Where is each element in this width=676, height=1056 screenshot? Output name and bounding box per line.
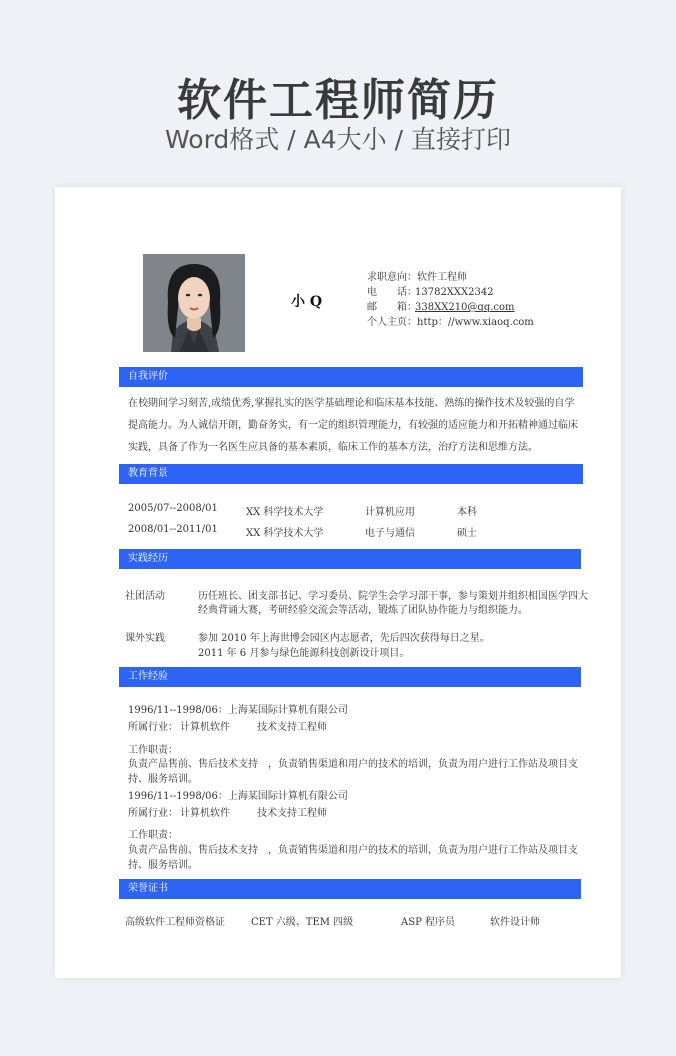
job-duty-label: 工作职责： xyxy=(128,745,178,756)
practice-label: 社团活动 xyxy=(125,591,165,602)
job-industry: 计算机软件 xyxy=(180,722,230,733)
practice-line: 参加 2010 年上海世博会园区内志愿者，先后四次获得每日之星。 xyxy=(198,633,490,644)
candidate-name: 小 Q xyxy=(291,294,323,310)
contact-row-homepage xyxy=(367,315,534,330)
contact-row-phone xyxy=(367,285,534,300)
honor-item: 高级软件工程师资格证 xyxy=(125,917,225,928)
self-evaluation-text: 在校期间学习刻苦,成绩优秀,掌握扎实的医学基础理论和临床基本技能、熟练的操作技术及较强的自学提高能力。为人诚信开朗，勤奋务实，有一定的组织管理能力，有较强的适应能力和开拓精神通过临床实践，具备了作为一名医生应具备的基本素质，临床工作的基本方法，治疗方法和思维方法。 xyxy=(128,398,578,453)
page-subtitle: Word格式 / A4大小 / 直接打印 xyxy=(165,125,511,154)
homepage-link[interactable]: http：//www.xiaoq.com xyxy=(417,317,534,328)
job-position: 技术支持工程师 xyxy=(257,722,327,733)
contact-info xyxy=(367,270,534,330)
edu-school: XX 科学技术大学 xyxy=(246,528,324,539)
job-position: 技术支持工程师 xyxy=(257,808,327,819)
page-title: 软件工程师简历 xyxy=(177,75,499,126)
practice-line: 历任班长、团支部书记、学习委员、院学生会学习部干事，参与策划并组织相国医学四大 xyxy=(198,591,588,602)
edu-period: 2005/07--2008/01 xyxy=(128,503,218,514)
contact-label: 个人主页： xyxy=(367,317,417,328)
honor-item: CET 六级、TEM 四级 xyxy=(251,917,354,928)
job-industry-label: 所属行业： xyxy=(128,722,178,733)
job-duty: 负责产品售前、售后技术支持 ，负责销售渠道和用户的技术的培训，负责为用户进行工作站及项目支持、服务培训。 xyxy=(128,759,578,785)
job-header: 1996/11--1998/06：上海某国际计算机有限公司 xyxy=(128,791,348,802)
contact-row-email xyxy=(367,300,534,315)
contact-value: 软件工程师 xyxy=(417,272,467,283)
job-header: 1996/11--1998/06：上海某国际计算机有限公司 xyxy=(128,705,348,716)
resume-page xyxy=(55,187,621,978)
edu-degree: 硕士 xyxy=(457,528,477,539)
portrait-photo xyxy=(143,254,245,352)
job-industry: 计算机软件 xyxy=(180,808,230,819)
section-header-honors: 荣誉证书 xyxy=(119,879,581,899)
contact-label: 电 话： xyxy=(367,287,417,298)
contact-label: 求职意向： xyxy=(367,272,417,283)
contact-row-intent xyxy=(367,270,534,285)
job-duty-label: 工作职责： xyxy=(128,830,178,841)
job-duty: 负责产品售前、售后技术支持 ，负责销售渠道和用户的技术的培训，负责为用户进行工作站及项目支持、服务培训。 xyxy=(128,845,578,871)
edu-degree: 本科 xyxy=(457,507,477,518)
contact-value: 13782XXX2342 xyxy=(415,287,494,298)
email-link[interactable]: 338XX210@qq.com xyxy=(415,302,515,313)
honor-item: 软件设计师 xyxy=(490,917,540,928)
edu-period: 2008/01--2011/01 xyxy=(128,524,218,535)
section-header-practice: 实践经历 xyxy=(119,549,581,569)
section-header-work: 工作经验 xyxy=(119,667,581,687)
contact-label: 邮 箱： xyxy=(367,302,417,313)
section-header-self: 自我评价 xyxy=(119,367,583,387)
edu-school: XX 科学技术大学 xyxy=(246,507,324,518)
honor-item: ASP 程序员 xyxy=(401,917,455,928)
edu-major: 计算机应用 xyxy=(365,507,415,518)
practice-line: 2011 年 6 月参与绿色能源科技创新设计项目。 xyxy=(198,648,410,659)
edu-major: 电子与通信 xyxy=(365,528,415,539)
practice-label: 课外实践 xyxy=(125,633,165,644)
job-industry-label: 所属行业： xyxy=(128,808,178,819)
practice-line: 经典背诵大赛，考研经验交流会等活动，锻炼了团队协作能力与组织能力。 xyxy=(198,605,528,616)
section-header-education: 教育背景 xyxy=(119,464,583,484)
